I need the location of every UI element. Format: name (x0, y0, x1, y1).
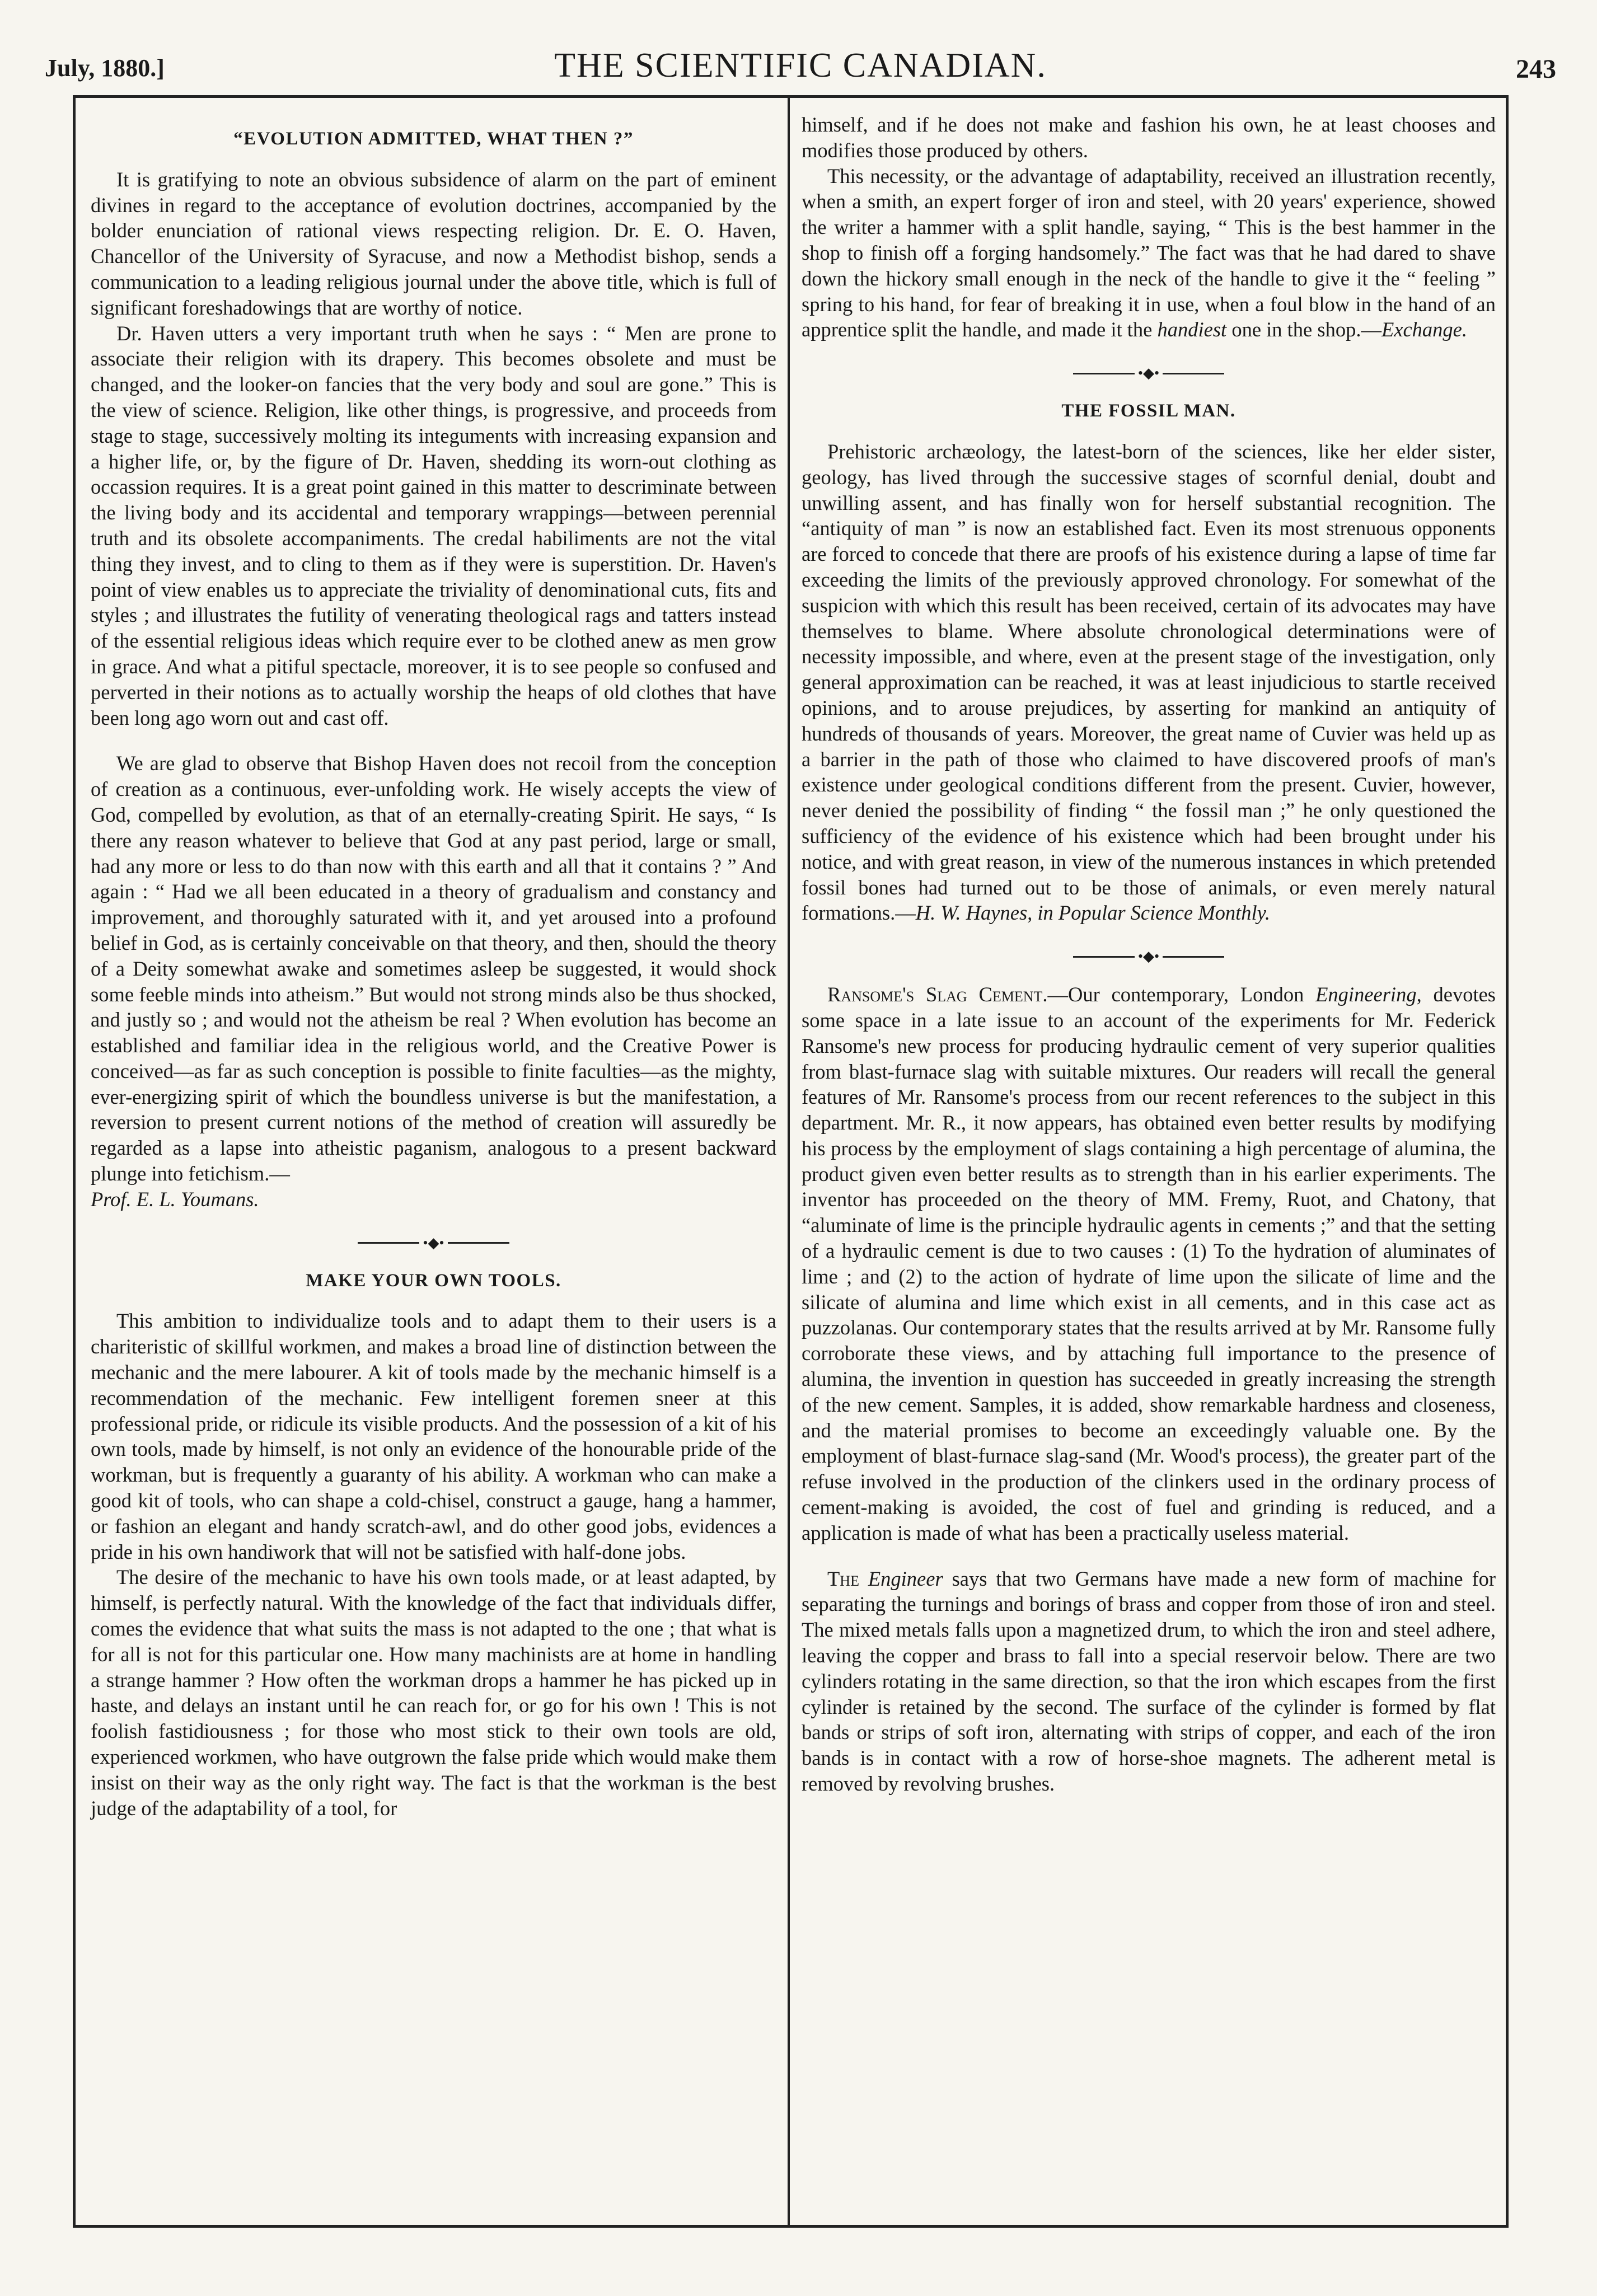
source: Exchange. (1381, 318, 1467, 341)
article-heading-evolution: “EVOLUTION ADMITTED, WHAT THEN ?” (233, 129, 634, 149)
paragraph: himself, and if he does not make and fashion his own, he at least chooses and modifies those produced by others. (802, 113, 1496, 162)
source: Engineering, (1315, 983, 1422, 1006)
paragraph: The Engineer says that two Germans have made a new form of machine for separating the turnings and borings of brass and copper from those of iron and steel. The mixed metals falls upon a magnetized drum, to which the iron and steel adhere, leaving the copper and brass to fall into a special reservoir below. There are two cylinders rotating in the same direction, so that the iron which escapes from the first cylinder is retained by the second. The surface of the cylinder is formed by flat bands or strips of soft iron, alternating with strips of copper, and each of the iron bands is in contact with a row of horse-shoe magnets. The adherent metal is removed by revolving brushes. (802, 1567, 1496, 1796)
paragraph: Dr. Haven utters a very important truth when he says : “ Men are prone to associate their religion with its drapery. This becomes obsolete and must be changed, and the looker-on fancies that the very body and soul are gone.” This is the view of science. Religion, like other things, is progressive, and proceeds from stage to stage, successively molting its integuments with increasing expansion and a higher life, or, by the figure of Dr. Haven, shedding its worn-out clothing as occassion requires. It is a great point gained in this matter to descriminate between the living body and its accidental and temporary wrappings—between perennial truth and its obsolete accompaniments. The credal habiliments are not the vital thing they invest, and to cling to them as if they were is superstition. Dr. Haven's point of view enables us to appreciate the triviality of denominational cuts, fits and styles ; and illustrates the futility of venerating theological rags and tatters instead of the essential religious ideas which require ever to be clothed anew as men grow in grace. And what a pitiful spectacle, moreover, it is to see people so confused and perverted in their notions as to actually worship the heaps of old clothes that have been long ago worn out and cast off. (91, 321, 776, 729)
publication-title: THE SCIENTIFIC CANADIAN. (554, 46, 1047, 85)
paragraph: This necessity, or the advantage of adaptability, received an illustration recently, when a smith, an expert forger of iron and steel, with 20 years' experience, showed the writer a hammer with a split handle, saying, “ This is the best hammer in the shop to finish off a forging handsomely.” The fact was that he had dared to shave down the hickory small enough in the neck of the handle to give it the “ feeling ” spring to his hand, for fear of breaking it in use, when a foul blow in the hand of an apprentice split the handle, and made it the handiest one in the shop.—Exchange. (802, 164, 1496, 341)
paragraph: Prehistoric archæology, the latest-born of the sciences, like her elder sister, geology, has lived through the successive stages of scornful denial, doubt and unwilling assent, and has finally won for herself substantial recognition. The “antiquity of man ” is now an established fact. Even its most strenuous opponents are forced to concede that there are proofs of his existence during a lapse of time far exceeding the limits of the previously approved chronology. For somewhat of the suspicion with which this result has been received, certain of its advocates may have themselves to blame. Where absolute chronological determinations were of necessity impossible, and where, even at the present stage of the investigation, only general approximation can be reached, it was at least injudicious to startle received opinions, and to arouse prejudices, by asserting for mankind an antiquity of hundreds of thousands of years. Moreover, the great name of Cuvier was held up as a barrier in the path of those who claimed to have discovered proofs of man's existence under geological conditions different from the present. Cuvier, however, never denied the possibility of finding “ the fossil man ;” he only questioned the sufficiency of the evidence of his existence which had been brought under his notice, and with great reason, in view of the numerous instances in which pretended fossil bones had turned out to be those of animals, or even merely natural formations.—H. W. Haynes, in Popular Science Monthly. (802, 439, 1496, 925)
attribution: H. W. Haynes, in Popular Science Monthly. (915, 901, 1270, 925)
left-column (91, 112, 776, 1821)
emphasis: handiest (1157, 318, 1227, 341)
lead-in: Ransome's Slag Cement. (827, 983, 1048, 1006)
section-ornament: •◆• (802, 943, 1496, 965)
issue-date: July, 1880.] (45, 54, 165, 82)
paragraph-gap (91, 730, 776, 751)
paragraph: It is gratifying to note an obvious subsidence of alarm on the part of eminent divines in regard to the acceptance of evolution doctrines, accompanied by the bolder enunciation of rational views respecting religion. Dr. E. O. Haven, Chancellor of the University of Syracuse, and now a Methodist bishop, sends a communication to a leading religious journal under the above title, which is full of significant foreshadowings that are worthy of notice. (91, 167, 776, 319)
column-divider (788, 98, 790, 2225)
article-heading-tools: MAKE YOUR OWN TOOLS. (306, 1270, 561, 1291)
paragraph: This ambition to individualize tools and to adapt them to their users is a chariteristic of skillful workmen, and makes a broad line of distinction between the mechanic and the mere labourer. A kit of tools made by the mechanic himself is a recommendation of the mechanic. Few intelligent foremen sneer at this professional pride, or ridicule its visible products. And the possession of a kit of his own tools, made by himself, is not only an evidence of the honourable pride of the workman, but is frequently a guaranty of his ability. A workman who can make a good kit of tools, who can shape a cold-chisel, construct a gauge, hang a hammer, or fashion an elegant and handy scratch-awl, and do other good jobs, evidences a pride in his own handiwork that will not be satisfied with half-done jobs. (91, 1309, 776, 1563)
article-heading-fossil-man: THE FOSSIL MAN. (1061, 401, 1236, 421)
page-header (45, 44, 1556, 88)
attribution: Prof. E. L. Youmans. (91, 1187, 259, 1211)
paragraph-gap (802, 1546, 1496, 1566)
right-column (802, 112, 1496, 1797)
paragraph: We are glad to observe that Bishop Haven does not recoil from the conception of creation as a continuous, ever-unfolding work. He wisely accepts the view of God, compelled by evolution, as that of an eternally-creating Spirit. He says, “ Is there any reason whatever to believe that God at any past period, large or small, had any more or less to do than now with this earth and all that it contains ? ” And again : “ Had we all been educated in a theory of gradualism and constancy and improvement, and thoroughly saturated with it, and yet aroused into a profound belief in God, as is certainly conceivable on that theory, and then, should the theory of a Deity somewhat awake and sometimes asleep be suggested, it would shock some feeble minds into atheism.” But would not strong minds also be thus shocked, and justly so ; and would not the atheism be real ? When evolution has become an established and familiar idea in the religious world, and the Creative Power is conceived—as far as such conception is possible to finite faculties—as the mighty, ever-energizing spirit of which the boundless universe is but the manifestation, a reversion to present current notions of the method of creation will assuredly be regarded as a lapse into atheistic paganism, analogous to a present backward plunge into fetichism.— (91, 752, 776, 1186)
source: Engineer (868, 1567, 943, 1590)
section-ornament: •◆• (802, 359, 1496, 382)
paragraph: The desire of the mechanic to have his own tools made, or at least adapted, by himself, is perfectly natural. With the knowledge of the fact that individuals differ, comes the evidence that what suits the mass is not adapted to the one ; that what is for all is not for this particular one. How many machinists are at home in handling a strange hammer ? How often the workman drops a hammer he has picked up in haste, and delays an instant until he can reach for, or go for his own ! This is not foolish fastidiousness ; for those who most stick to their own tools are old, experienced workmen, who have outgrown the false pride which would make them insist on their way as the only right way. The fact is that the workman is the best judge of the adaptability of a tool, for (91, 1566, 776, 1820)
paragraph: Ransome's Slag Cement.—Our contemporary, London Engineering, devotes some space in a late issue to an account of the experiments for Mr. Federick Ransome's new process for producing hydraulic cement of very superior qualities from blast-furnace slag with suitable mixtures. Our readers will recall the general features of Mr. Ransome's process from our recent references to the subject in this department. Mr. R., it now appears, has obtained even better results by modifying his process by the employment of slags containing a high percentage of alumina, the product given even better results as to strength than in his earlier experiments. The inventor has proceeded on the theory of MM. Fremy, Ruot, and Chatony, that “aluminate of lime is the principle hydraulic agents in cements ;” and that the setting of a hydraulic cement is due to two causes : (1) To the hydration of aluminates of lime ; and (2) to the action of hydrate of lime upon the silicate of lime and the silicate of alumina and lime which exist in all cements, and in this case act as puzzolanas. Our contemporary states that the results arrived at by Mr. Ransome fully corroborate these views, and by attaching full importance to the presence of alumina, the invention in question has succeeded in greatly increasing the strength of the new cement. Samples, it is added, show remarkable hardness and closeness, and the material promises to become an exceedingly valuable one. By the employment of blast-furnace slag-sand (Mr. Wood's process), the greater part of the refuse involved in the production of the clinkers used in the ordinary process of cement-making is avoided, the cost of fuel and grinding is reduced, and a application is made of what has been a practically useless material. (802, 983, 1496, 1544)
lead-in: The (827, 1567, 859, 1590)
section-ornament: •◆• (91, 1229, 776, 1252)
page-number: 243 (1516, 54, 1556, 84)
